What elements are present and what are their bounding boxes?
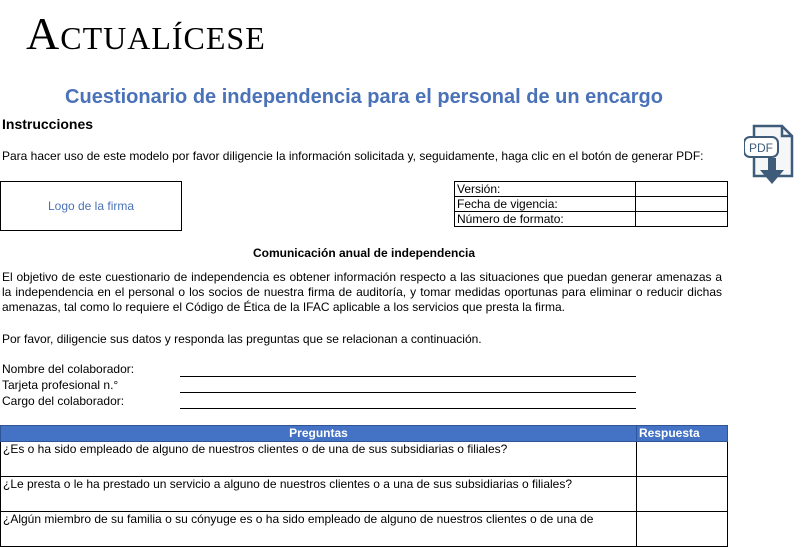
firm-logo-placeholder bbox=[0, 181, 182, 231]
collaborator-position-field[interactable] bbox=[180, 408, 636, 409]
table-row bbox=[1, 477, 728, 512]
collaborator-position-label: Cargo del colaborador: bbox=[2, 394, 125, 408]
answer-cell[interactable] bbox=[637, 442, 728, 477]
instructions-text: Para hacer uso de este modelo por favor diligencie la información solicitada y, seguidamente, haga clic en el botón de generar PDF: bbox=[2, 149, 704, 163]
answer-header: Respuesta bbox=[637, 426, 728, 442]
table-row bbox=[1, 442, 728, 477]
meta-format-number-label: Número de formato: bbox=[455, 212, 636, 227]
table-row bbox=[455, 197, 728, 212]
table-header-row bbox=[1, 426, 728, 442]
table-row bbox=[1, 512, 728, 547]
section-heading: Comunicación anual de independencia bbox=[252, 246, 476, 260]
document-meta-table bbox=[454, 181, 728, 227]
table-row bbox=[455, 182, 728, 197]
objective-paragraph: El objetivo de este cuestionario de independencia es obtener información respecto a las situaciones que puedan generar amenazas a la independencia en el personal o los socios de nuestra firma de auditoría, y tomar medidas oportunas para eliminar o reducir dichas amenazas, tal como lo requiere el Código de Ética de la IFAC aplicable a los servicios que presta la firma. bbox=[2, 270, 722, 314]
answer-cell[interactable] bbox=[637, 477, 728, 512]
meta-effective-date-label: Fecha de vigencia: bbox=[455, 197, 636, 212]
question-text: ¿Es o ha sido empleado de alguno de nuestros clientes o de una de sus subsidiarias o filiales? bbox=[1, 442, 637, 477]
question-text: ¿Le presta o le ha prestado un servicio a alguno de nuestros clientes o a una de sus subsidiarias o filiales? bbox=[1, 477, 637, 512]
meta-format-number-value[interactable] bbox=[636, 212, 728, 227]
professional-card-field[interactable] bbox=[180, 392, 636, 393]
generate-pdf-button[interactable] bbox=[744, 124, 796, 186]
instructions-heading: Instrucciones bbox=[2, 116, 94, 132]
firm-logo-label: Logo de la firma bbox=[47, 199, 135, 213]
table-row bbox=[455, 212, 728, 227]
meta-version-value[interactable] bbox=[636, 182, 728, 197]
questions-table bbox=[0, 425, 728, 547]
brand-logo: Actualícese bbox=[26, 8, 266, 59]
question-text: ¿Algún miembro de su familia o su cónyuge es o ha sido empleado de alguno de nuestros clientes o de una de bbox=[1, 512, 637, 547]
page-title: Cuestionario de independencia para el personal de un encargo bbox=[65, 86, 663, 108]
meta-effective-date-value[interactable] bbox=[636, 197, 728, 212]
meta-version-label: Versión: bbox=[455, 182, 636, 197]
pdf-download-icon bbox=[744, 124, 796, 186]
collaborator-name-field[interactable] bbox=[180, 376, 636, 377]
answer-cell[interactable] bbox=[637, 512, 728, 547]
collaborator-name-label: Nombre del colaborador: bbox=[2, 362, 135, 376]
pdf-icon-label: PDF bbox=[749, 141, 773, 155]
questions-header: Preguntas bbox=[1, 426, 637, 442]
professional-card-label: Tarjeta profesional n.° bbox=[2, 378, 119, 392]
fill-instructions-paragraph: Por favor, diligencie sus datos y responda las preguntas que se relacionan a continuación. bbox=[2, 332, 482, 346]
